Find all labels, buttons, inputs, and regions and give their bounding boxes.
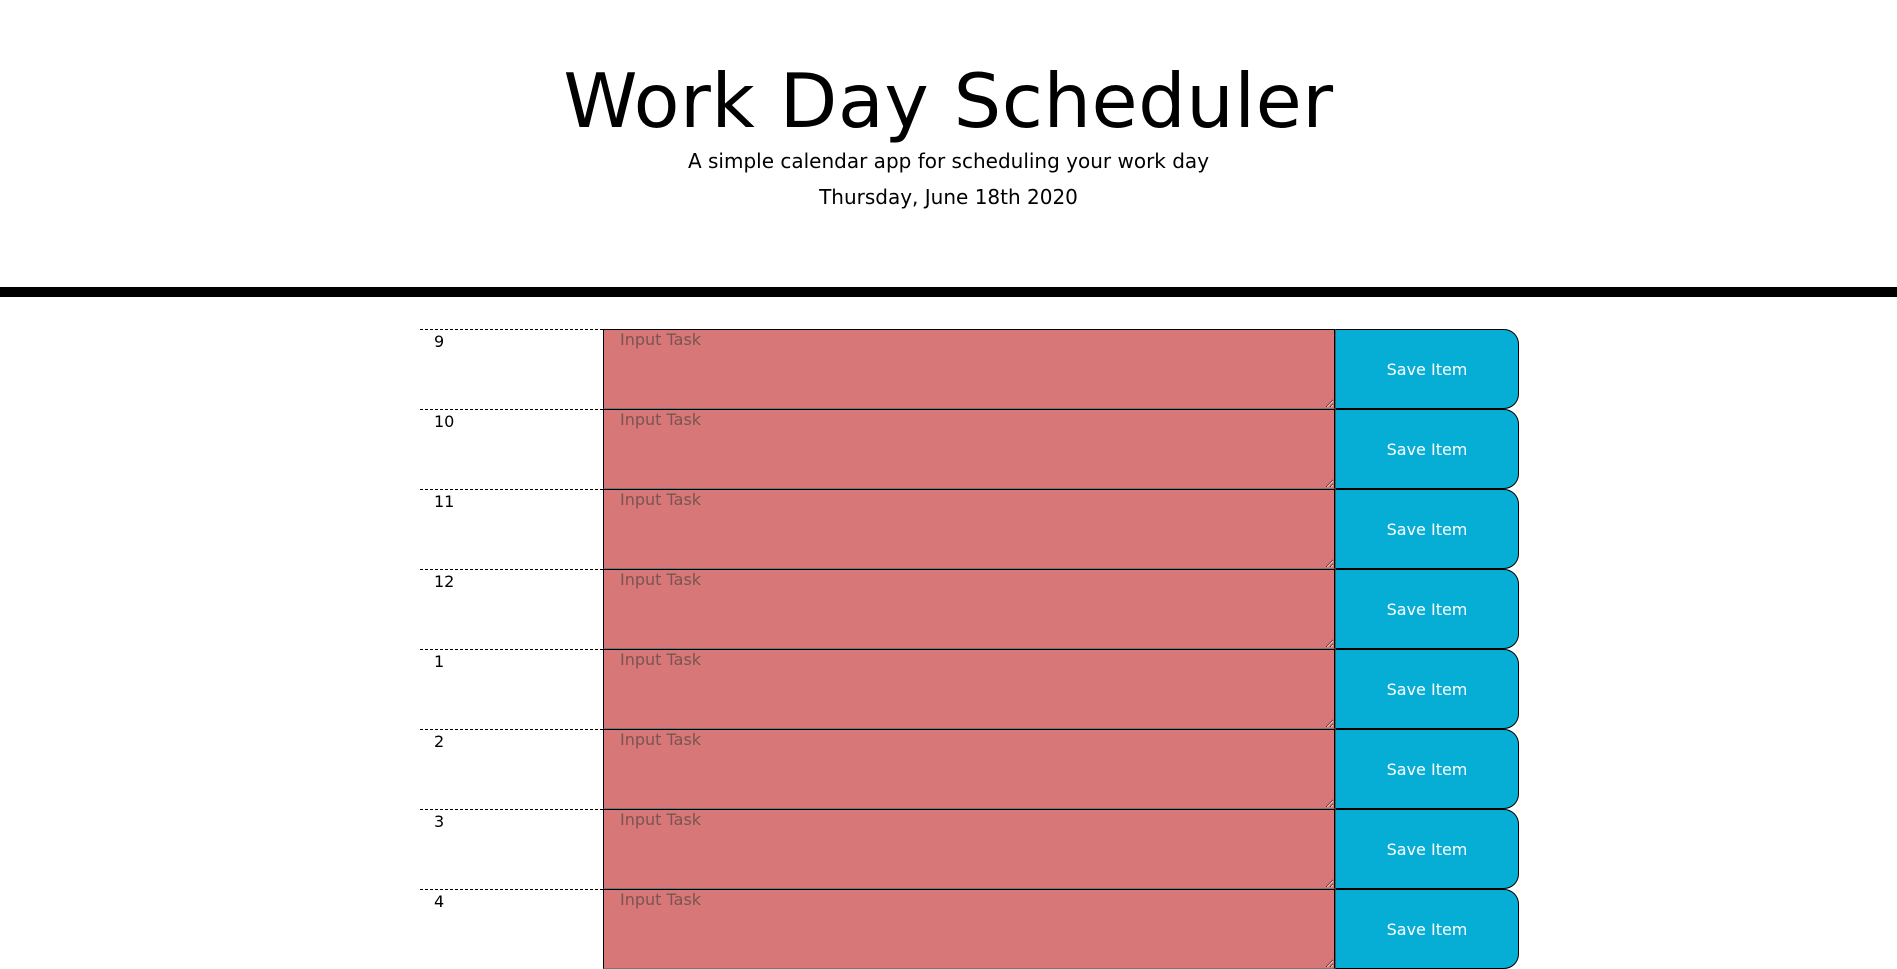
scheduler-container bbox=[420, 329, 1519, 969]
hour-label: 1 bbox=[420, 649, 603, 729]
current-date: Thursday, June 18th 2020 bbox=[819, 185, 1078, 209]
task-input[interactable] bbox=[603, 489, 1335, 569]
task-input[interactable] bbox=[603, 409, 1335, 489]
hour-label: 3 bbox=[420, 809, 603, 889]
save-item-button[interactable]: Save Item bbox=[1335, 489, 1519, 569]
hour-label: 11 bbox=[420, 489, 603, 569]
time-block-2 bbox=[420, 729, 1519, 809]
task-input[interactable] bbox=[603, 889, 1335, 969]
time-block-9 bbox=[420, 329, 1519, 409]
save-item-button[interactable]: Save Item bbox=[1335, 569, 1519, 649]
hour-label: 10 bbox=[420, 409, 603, 489]
hour-label: 12 bbox=[420, 569, 603, 649]
save-item-button[interactable]: Save Item bbox=[1335, 649, 1519, 729]
task-input[interactable] bbox=[603, 569, 1335, 649]
hour-label: 9 bbox=[420, 329, 603, 409]
task-input[interactable] bbox=[603, 649, 1335, 729]
save-item-button[interactable]: Save Item bbox=[1335, 409, 1519, 489]
save-item-button[interactable]: Save Item bbox=[1335, 889, 1519, 969]
time-block-12 bbox=[420, 569, 1519, 649]
save-item-button[interactable]: Save Item bbox=[1335, 729, 1519, 809]
page-title: Work Day Scheduler bbox=[563, 57, 1334, 145]
time-block-10 bbox=[420, 409, 1519, 489]
time-block-1 bbox=[420, 649, 1519, 729]
task-input[interactable] bbox=[603, 329, 1335, 409]
task-input[interactable] bbox=[603, 809, 1335, 889]
time-block-3 bbox=[420, 809, 1519, 889]
save-item-button[interactable]: Save Item bbox=[1335, 329, 1519, 409]
hour-label: 4 bbox=[420, 889, 603, 969]
page-subtitle: A simple calendar app for scheduling your work day bbox=[687, 149, 1210, 173]
time-block-4 bbox=[420, 889, 1519, 969]
hour-label: 2 bbox=[420, 729, 603, 809]
header bbox=[0, 0, 1897, 297]
task-input[interactable] bbox=[603, 729, 1335, 809]
time-block-11 bbox=[420, 489, 1519, 569]
save-item-button[interactable]: Save Item bbox=[1335, 809, 1519, 889]
